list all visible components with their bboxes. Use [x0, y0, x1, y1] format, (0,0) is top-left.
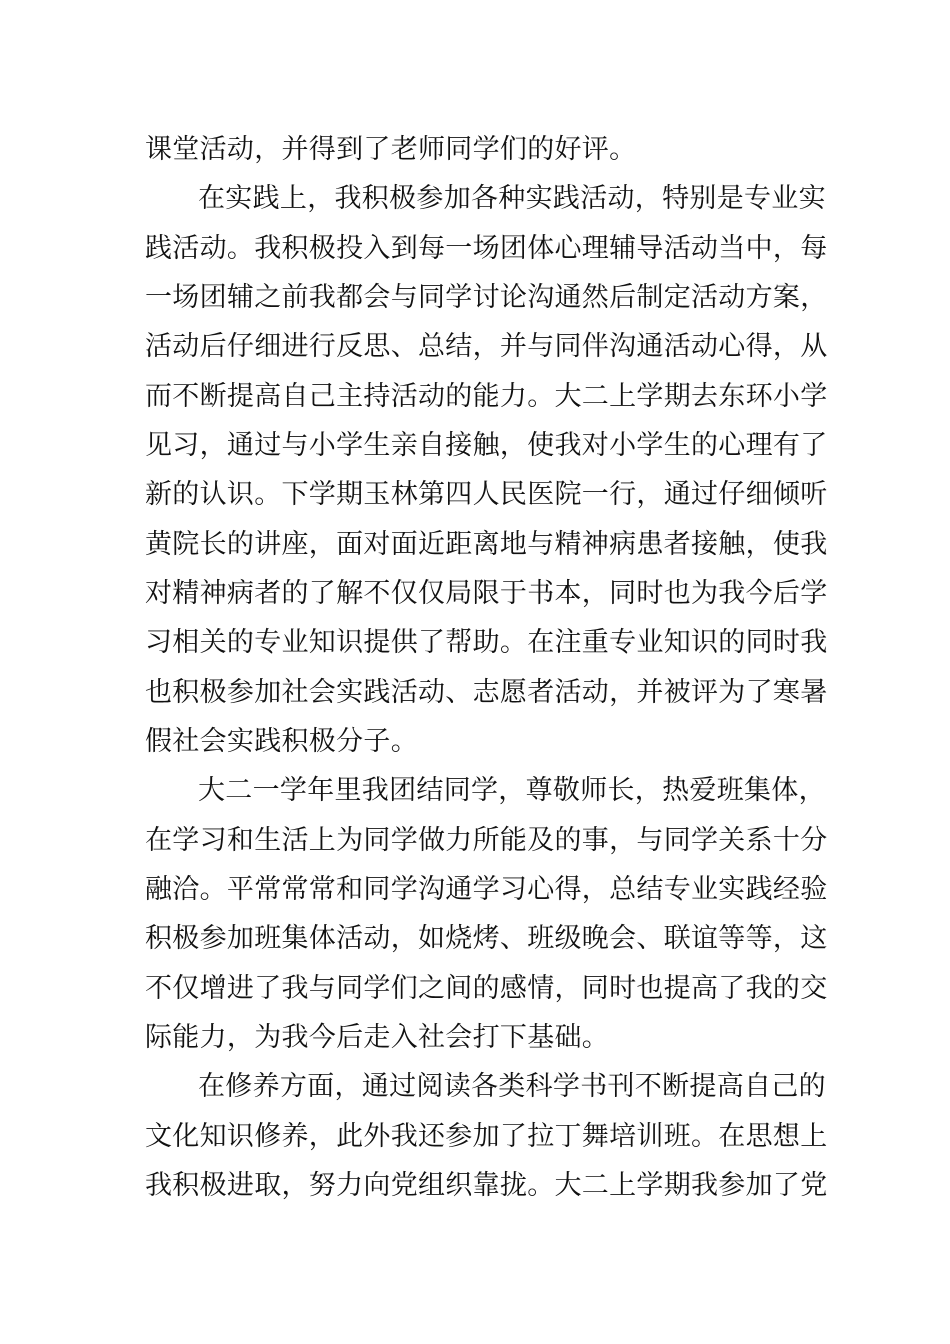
text-line: 我积极进取，努力向党组织靠拢。大二上学期我参加了党 [145, 1170, 828, 1201]
text-line: 文化知识修养，此外我还参加了拉丁舞培训班。在思想上 [145, 1121, 828, 1152]
text-line: 见习，通过与小学生亲自接触，使我对小学生的心理有了 [145, 430, 828, 461]
paragraph-first-line: 大二一学年里我团结同学，尊敬师长，热爱班集体， [198, 775, 826, 806]
text-line: 课堂活动，并得到了老师同学们的好评。 [145, 134, 637, 165]
paragraph-first-line: 在实践上，我积极参加各种实践活动，特别是专业实 [198, 183, 826, 214]
text-line: 积极参加班集体活动，如烧烤、班级晚会、联谊等等，这 [145, 923, 828, 954]
text-line: 假社会实践积极分子。 [145, 726, 418, 757]
text-line: 一场团辅之前我都会与同学讨论沟通然后制定活动方案， [145, 282, 828, 313]
text-line: 活动后仔细进行反思、总结，并与同伴沟通活动心得，从 [145, 331, 828, 362]
text-line: 黄院长的讲座，面对面近距离地与精神病患者接触，使我 [145, 529, 828, 560]
text-line: 不仅增进了我与同学们之间的感情，同时也提高了我的交 [145, 973, 828, 1004]
text-line: 习相关的专业知识提供了帮助。在注重专业知识的同时我 [145, 627, 828, 658]
text-line: 践活动。我积极投入到每一场团体心理辅导活动当中，每 [145, 233, 828, 264]
text-line: 对精神病者的了解不仅仅局限于书本，同时也为我今后学 [145, 578, 828, 609]
text-line: 融洽。平常常常和同学沟通学习心得，总结专业实践经验 [145, 874, 828, 905]
text-line: 在学习和生活上为同学做力所能及的事，与同学关系十分 [145, 825, 828, 856]
text-line: 新的认识。下学期玉林第四人民医院一行，通过仔细倾听 [145, 479, 828, 510]
text-line: 也积极参加社会实践活动、志愿者活动，并被评为了寒暑 [145, 677, 828, 708]
paragraph-first-line: 在修养方面，通过阅读各类科学书刊不断提高自己的 [198, 1071, 826, 1102]
text-line: 际能力，为我今后走入社会打下基础。 [145, 1022, 610, 1053]
text-line: 而不断提高自己主持活动的能力。大二上学期去东环小学 [145, 381, 828, 412]
